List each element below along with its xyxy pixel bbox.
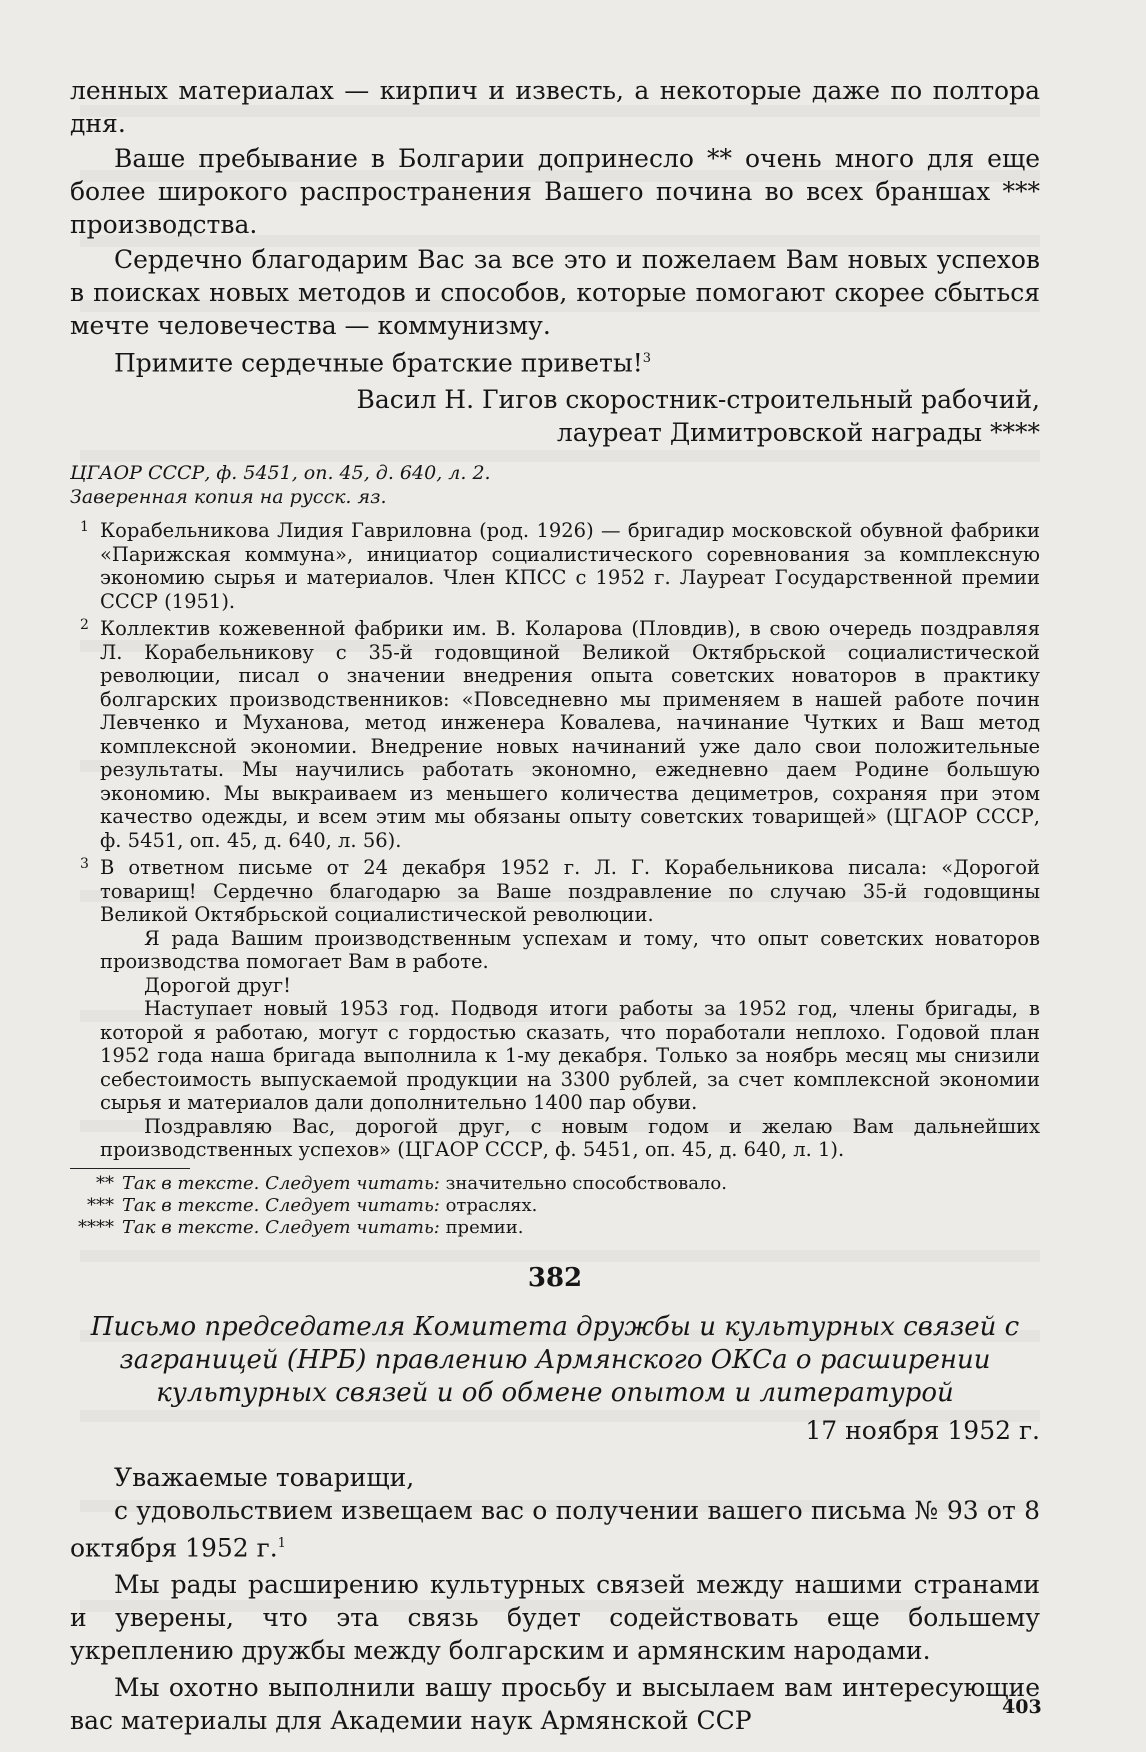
letter-paragraph: Ваше пребывание в Болгарии допринесло ** очень много для еще более широкого распространения Вашего почина во всех браншах *** производства. [70, 144, 1040, 239]
footnote-3-paragraph: Поздравляю Вас, дорогой друг, с новым годом и желаю Вам дальнейших производственных успехов» (ЦГАОР СССР, ф. 5451, оп. 45, д. 640, л. 1). [100, 1114, 1040, 1162]
footnote-ref: 3 [642, 351, 652, 366]
signature-line: лауреат Димитровской награды **** [556, 418, 1040, 448]
editorial-note: ** Так в тексте. Следует читать: значительно способствовало. [96, 1172, 727, 1194]
letter-closing: Примите сердечные братские приветы!$^3$ [114, 348, 652, 378]
document-paragraph: Мы рады расширению культурных связей между нашими странами и уверены, что эта связь будет содействовать еще большему укреплению дружбы между болгарским и армянским народами. [70, 1570, 1040, 1666]
document-title: Письмо председателя Комитета дружбы и культурных связей с заграницей (НРБ) правлению Армянского ОКСа о расширении культурных связей и об обмене опытом и литературой [90, 1311, 1020, 1408]
document-paragraph: Мы охотно выполнили вашу просьбу и высылаем вам интересующие вас материалы для Академии наук Армянской ССР [70, 1673, 1040, 1736]
signature-line: Васил Н. Гигов скоростник-строительный рабочий, [356, 385, 1040, 415]
footnote-number: 1 [80, 519, 89, 536]
document-date: 17 ноября 1952 г. [805, 1415, 1040, 1445]
main-column [70, 74, 1040, 1737]
footnote-3-paragraph: Я рада Вашим производственным успехам и тому, что опыт советских новаторов производства помогает Вам в работе. [100, 926, 1040, 974]
footnote-ref: 1 [277, 1535, 286, 1551]
editorial-note: **** Так в тексте. Следует читать: премии. [78, 1216, 524, 1238]
letter-paragraph: ленных материалах — кирпич и известь, а некоторые даже по полтора дня. [70, 76, 1040, 138]
footnote-3: 3 В ответном письме от 24 декабря 1952 г. Л. Г. Корабельникова писала: «Дорогой товарищ! Сердечно благодарю за Ваше поздравление по случаю 35-й годовщины Великой Октябрьской социалистической революции. [70, 856, 1040, 927]
editorial-notes [70, 1173, 1040, 1239]
document-number: 382 [527, 1262, 583, 1293]
footnotes [70, 519, 1040, 1162]
page-number: 403 [1002, 1696, 1042, 1718]
document-paragraph: с удовольствием извещаем вас о получении вашего письма № 93 от 8 октября 1952 г.$^1$ [70, 1495, 1040, 1563]
editorial-note: *** Так в тексте. Следует читать: отраслях. [87, 1194, 538, 1216]
footnote-2: 2 Коллектив кожевенной фабрики им. В. Коларова (Пловдив), в свою очередь поздравляя Л. Корабельникову с 35-й годовщиной Великой Октябрьской социалистической революции, писал о значении внедрения опыта советских новаторов в практику болгарских производственников: «Повседневно мы применяем в нашей работе почин Левченко и Муханова, метод инженера Ковалева, начинание Чутких и Ваш метод комплексной экономии. Внедрение новых начинаний уже дало свои положительные результаты. Мы научились работать экономно, ежедневно даем Родине большую экономию. Мы выкраиваем из меньшего количества дециметров, сохраняя при этом качество одежды, и всем этим мы обязаны опыту советских товарищей» (ЦГАОР СССР, ф. 5451, оп. 45, д. 640, л. 56). [70, 617, 1040, 852]
footnote-3-paragraph: Дорогой друг! [144, 973, 291, 997]
footnote-number: 2 [80, 617, 89, 634]
notes-divider [70, 1168, 190, 1169]
archive-source: ЦГАОР СССР, ф. 5451, оп. 45, д. 640, л. 2. [70, 462, 491, 485]
footnote-1: 1 Корабельникова Лидия Гавриловна (род. 1926) — бригадир московской обувной фабрики «Парижская коммуна», инициатор социалистического соревнования за комплексную экономию сырья и материалов. Член КПСС с 1952 г. Лауреат Государственной премии СССР (1951). [70, 519, 1040, 613]
letter-paragraph: Сердечно благодарим Вас за все это и пожелаем Вам новых успехов в поисках новых методов и способов, которые помогают скорее сбыться мечте человечества — коммунизму. [70, 245, 1040, 340]
footnote-3-paragraph: Наступает новый 1953 год. Подводя итоги работы за 1952 год, члены бригады, в которой я работаю, могут с гордостью сказать, что поработали неплохо. Годовой план 1952 года наша бригада выполнила к 1-му декабря. Только за ноябрь месяц мы снизили себестоимость выпускаемой продукции на 3300 рублей, за счет комплексной экономии сырья и материалов дали дополнительно 1400 пар обуви. [100, 997, 1040, 1115]
footnote-number: 3 [80, 856, 89, 873]
copy-note: Заверенная копия на русск. яз. [70, 486, 387, 509]
salutation: Уважаемые товарищи, [114, 1462, 415, 1492]
